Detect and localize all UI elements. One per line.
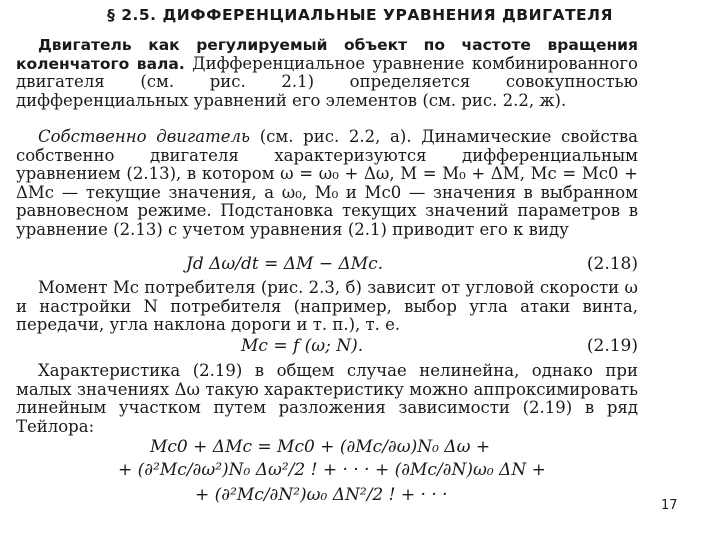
- moment-text: Момент Mс потребителя (рис. 2.3, б) зависит от угловой скорости ω и настройки N потребителя (например, выбор угла атаки винта, передачи, угла наклона дороги и т. п.), т. е.: [16, 278, 638, 335]
- characteristic-paragraph: [16, 362, 638, 436]
- own-engine-italic-lead: Собственно двигатель: [38, 127, 251, 146]
- own-engine-paragraph: [16, 128, 638, 240]
- equation-2-19-number: (2.19): [586, 336, 638, 356]
- taylor-series-line-1: Mс0 + ΔMс = Mс0 + (∂Mс/∂ω)N₀ Δω +: [150, 437, 491, 457]
- moment-paragraph: [16, 279, 638, 335]
- equation-2-18-formula: Jd Δω/dt = ΔM − ΔMс.: [186, 254, 384, 274]
- equation-2-18: [16, 254, 638, 274]
- equation-2-18-number: (2.18): [586, 254, 638, 274]
- own-engine-text: (см. рис. 2.2, а). Динамические свойства собственно двигателя характеризуются дифференциальным уравнением (2.13), в котором ω = ω₀ + Δω, M = M₀ + ΔM, Mс = Mс0 + ΔMс — текущие значения, а ω₀, M₀ и Mс0 — значения в выбранном равновесном режиме. Подстановка текущих значений параметров в уравнение (2.13) с учетом уравнения (2.1) приводит его к виду: [16, 127, 638, 239]
- taylor-series-line-2: + (∂²Mс/∂ω²)N₀ Δω²/2 ! + · · · + (∂Mс/∂N)ω₀ ΔN +: [118, 460, 546, 480]
- intro-text: Дифференциальное уравнение комбинированного двигателя (см. рис. 2.1) определяется совокупностью дифференциальных уравнений его элементов (см. рис. 2.2, ж).: [16, 53, 638, 110]
- equation-2-19-formula: Mс = f (ω; N).: [241, 336, 364, 356]
- characteristic-text: Характеристика (2.19) в общем случае нелинейна, однако при малых значениях Δω такую характеристику можно аппроксимировать линейным участком путем разложения зависимости (2.19) в ряд Тейлора:: [16, 361, 638, 436]
- taylor-series-line-3: + (∂²Mс/∂N²)ω₀ ΔN²/2 ! + · · ·: [195, 485, 448, 505]
- section-heading: § 2.5. ДИФФЕРЕНЦИАЛЬНЫЕ УРАВНЕНИЯ ДВИГАТЕЛЯ: [107, 6, 613, 24]
- intro-paragraph: [16, 36, 638, 110]
- equation-2-19: [16, 336, 638, 356]
- intro-bold-lead: Двигатель как регулируемый объект по частоте вращения коленчатого вала.: [16, 36, 638, 73]
- page-number: 17: [661, 498, 678, 513]
